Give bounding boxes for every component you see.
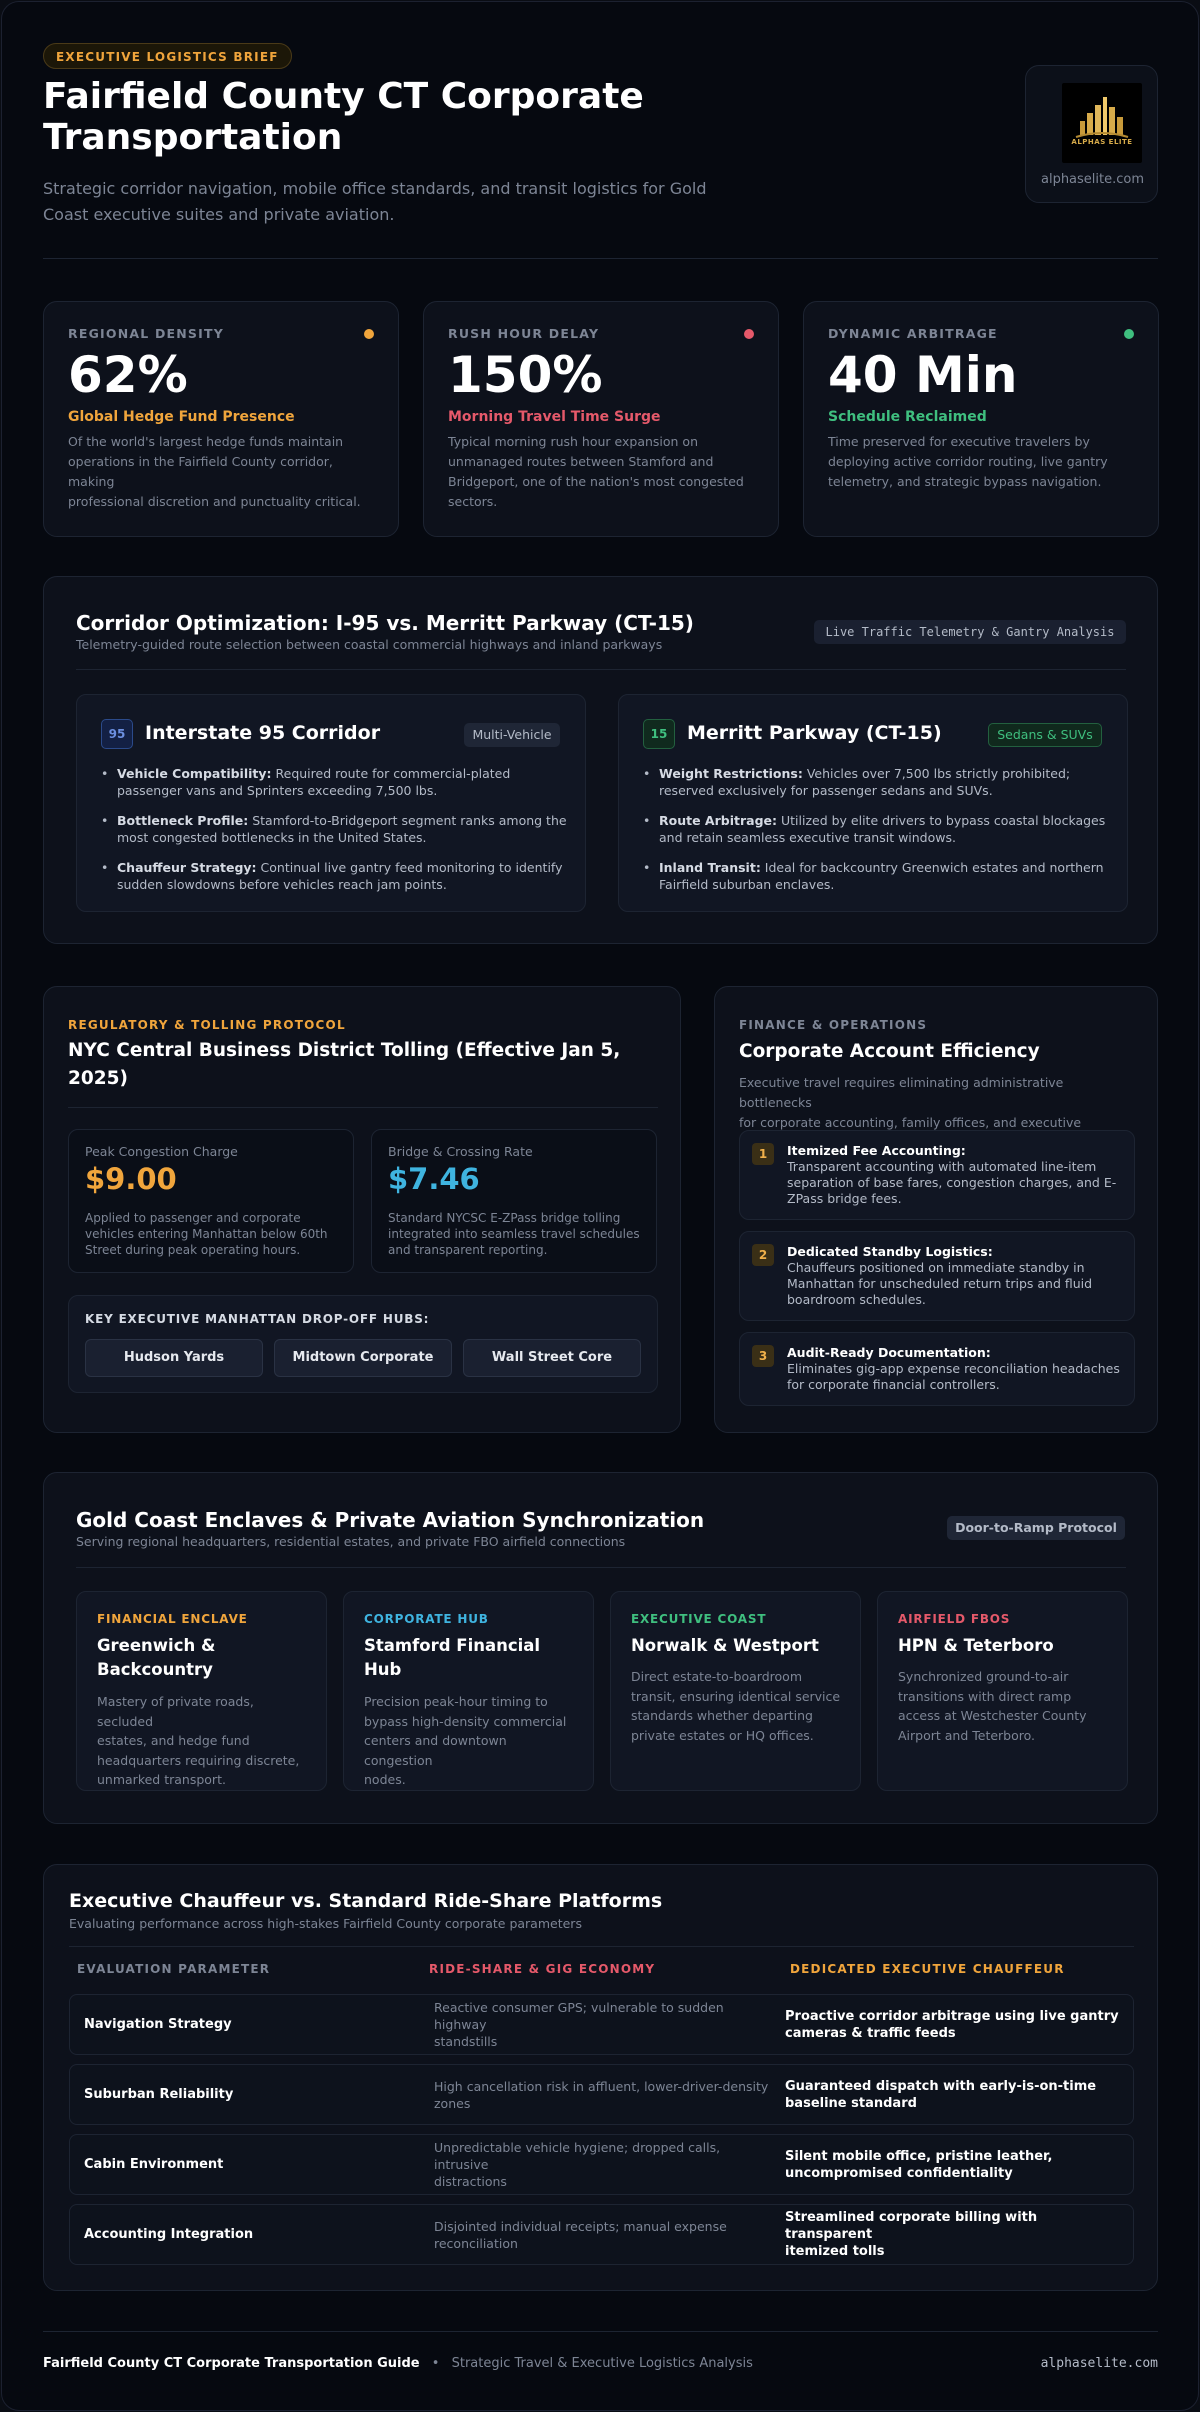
section-title: Executive Chauffeur vs. Standard Ride-Share Platforms: [69, 1890, 663, 1912]
step-line: for corporate financial controllers.: [787, 1377, 1000, 1392]
enclave-title-line: Hub: [364, 1660, 402, 1679]
enclave-description: [898, 1667, 1113, 1745]
section-intro-line: Executive travel requires eliminating administrative bottlenecks: [739, 1075, 1064, 1110]
page-subtitle: [43, 176, 743, 228]
stat-caption: Global Hedge Fund Presence: [68, 409, 295, 425]
section-kicker: REGULATORY & TOLLING PROTOCOL: [68, 1018, 346, 1032]
charge-description: [85, 1210, 345, 1258]
footer-subtitle: Strategic Travel & Executive Logistics Analysis: [451, 2356, 753, 2371]
charge-description-line: Street during peak operating hours.: [85, 1243, 301, 1257]
section-title: [68, 1037, 658, 1093]
charge-value: $9.00: [85, 1162, 177, 1196]
header-badge: [43, 43, 292, 69]
enclave-card-hpn-teterboro: [877, 1591, 1128, 1791]
enclave-title: [364, 1634, 579, 1682]
enclave-description-line: bypass high-density commercial: [364, 1713, 567, 1729]
charge-description-line: vehicles entering Manhattan below 60th: [85, 1227, 328, 1241]
status-dot: [364, 329, 374, 339]
cell-line: Silent mobile office, pristine leather,: [785, 2148, 1053, 2164]
section-title: Gold Coast Enclaves & Private Aviation Synchronization: [76, 1508, 705, 1532]
section-divider: [76, 669, 1126, 670]
vehicle-tag: [988, 723, 1102, 747]
stat-description-line: Bridgeport, one of the nation's most congested: [448, 474, 744, 489]
page-subtitle-line1: Strategic corridor navigation, mobile office standards, and transit logistics for Gold: [43, 179, 707, 198]
step-line: Transparent accounting with automated line-item: [787, 1159, 1097, 1174]
step-line: Chauffeurs positioned on immediate standby in: [787, 1260, 1085, 1275]
stat-description: [68, 432, 383, 512]
section-title-line: 2025): [68, 1068, 128, 1089]
list-item: • Weight Restrictions: Vehicles over 7,500 lbs strictly prohibited; reserved exclusively for passenger sedans and SUVs.: [643, 765, 1113, 799]
hub-label: Hudson Yards: [123, 1350, 225, 1365]
enclave-description-line: estates, and hedge fund: [97, 1733, 250, 1748]
section-intro-line: for corporate accounting, family offices, and executive: [739, 1115, 1082, 1130]
stat-label: REGIONAL DENSITY: [68, 326, 224, 341]
section-divider: [69, 1946, 1134, 1947]
cell-line: zones: [434, 2095, 471, 2111]
skyline-logo-icon: [1062, 83, 1142, 163]
enclave-description-line: access at Westchester County: [898, 1708, 1087, 1723]
step-line: Manhattan for unscheduled return trips and fluid: [787, 1276, 1093, 1291]
section-kicker: FINANCE & OPERATIONS: [739, 1018, 928, 1032]
cell-line: reconciliation: [434, 2235, 518, 2251]
step-title: Itemized Fee Accounting:: [787, 1143, 966, 1158]
page-title-line1: Fairfield County CT Corporate: [43, 76, 644, 117]
stat-card-rush-hour-delay: [423, 301, 779, 537]
bridge-rate-card: [371, 1129, 657, 1273]
enclave-description-line: centers and downtown congestion: [364, 1733, 507, 1768]
peak-charge-card: [68, 1129, 354, 1273]
stat-description-line: Time preserved for executive travelers by: [828, 434, 1090, 449]
cell-line: distractions: [434, 2174, 507, 2189]
cell-line: itemized tolls: [785, 2244, 885, 2259]
footer-title: Fairfield County CT Corporate Transportation Guide: [43, 2356, 420, 2371]
step-body: [787, 1143, 1127, 1207]
route-shield-number: 95: [108, 727, 126, 741]
enclave-description-line: Synchronized ground-to-air: [898, 1669, 1069, 1684]
column-header-chauffeur: DEDICATED EXECUTIVE CHAUFFEUR: [790, 1962, 1065, 1976]
stat-description-line: Of the world's largest hedge funds maintain: [68, 434, 344, 449]
row-chauffeur: [785, 1995, 1125, 2054]
cell-line: Proactive corridor arbitrage using live gantry: [785, 2008, 1119, 2024]
section-title-line: NYC Central Business District Tolling (Effective Jan 5,: [68, 1040, 621, 1061]
cell-line: Streamlined corporate billing with transparent: [785, 2210, 1038, 2242]
hub-hudson-yards[interactable]: [85, 1339, 263, 1377]
enclave-title: [97, 1634, 312, 1682]
charge-description-line: integrated into seamless travel schedules: [388, 1227, 640, 1241]
step-itemized-fee: [739, 1130, 1135, 1220]
vehicle-tag-text: Multi-Vehicle: [472, 727, 552, 742]
list-item: • Inland Transit: Ideal for backcountry Greenwich estates and northern Fairfield suburban enclaves.: [643, 859, 1113, 893]
stat-description-line: operations in the Fairfield County corridor, making: [68, 454, 333, 489]
step-title: Audit-Ready Documentation:: [787, 1345, 991, 1360]
row-parameter: Accounting Integration: [84, 2227, 254, 2242]
gold-coast-section: [43, 1472, 1158, 1824]
stat-value: 40 Min: [828, 346, 1018, 404]
table-row: [69, 2064, 1134, 2125]
logo-image: [1062, 83, 1142, 163]
telemetry-tag: [814, 620, 1126, 644]
logo-text: ALPHAS ELITE: [1071, 138, 1133, 146]
charge-description-line: and transparent reporting.: [388, 1243, 548, 1257]
finance-section: [714, 986, 1158, 1433]
list-item: • Bottleneck Profile: Stamford-to-Bridgeport segment ranks among the most congested bottlenecks in the United States.: [101, 812, 571, 846]
section-subtitle: Serving regional headquarters, residential estates, and private FBO airfield connections: [76, 1534, 626, 1549]
list-item: • Chauffeur Strategy: Continual live gantry feed monitoring to identify sudden slowdowns before vehicles reach jam points.: [101, 859, 571, 893]
header-divider: [43, 258, 1158, 259]
table-row: [69, 2134, 1134, 2195]
page-title: [43, 76, 743, 158]
step-number: 3: [752, 1345, 774, 1367]
logo-domain: alphaselite.com: [1040, 172, 1145, 187]
step-title: Dedicated Standby Logistics:: [787, 1244, 993, 1259]
footer-divider: [43, 2331, 1158, 2332]
enclave-description-line: private estates or HQ offices.: [631, 1727, 814, 1743]
charge-description-line: Standard NYCSC E-ZPass bridge tolling: [388, 1211, 621, 1225]
enclave-kicker: AIRFIELD FBOS: [898, 1612, 1011, 1626]
telemetry-tag-text: Live Traffic Telemetry & Gantry Analysis: [825, 625, 1115, 639]
vehicle-tag: [464, 723, 560, 747]
enclave-card-greenwich: [76, 1591, 327, 1791]
header-badge-text: EXECUTIVE LOGISTICS BRIEF: [56, 50, 279, 64]
column-header-parameter: EVALUATION PARAMETER: [77, 1962, 271, 1976]
step-number: 1: [752, 1143, 774, 1165]
step-line: boardroom schedules.: [787, 1292, 926, 1307]
row-chauffeur: [785, 2135, 1125, 2194]
merritt-parkway-card: [618, 694, 1128, 912]
row-chauffeur: [785, 2065, 1125, 2124]
enclave-description-line: unmarked transport.: [97, 1772, 226, 1787]
footer-domain-link[interactable]: alphaselite.com: [1040, 2356, 1158, 2371]
route-shield-15: [643, 719, 675, 749]
row-parameter: Cabin Environment: [84, 2157, 224, 2172]
stat-description-line: sectors.: [448, 494, 498, 509]
hub-wall-street-core[interactable]: [463, 1339, 641, 1377]
logo-card[interactable]: [1025, 65, 1158, 203]
stat-value: 150%: [448, 346, 603, 404]
stat-description: [828, 432, 1143, 492]
page-frame: [1, 1, 1199, 2411]
page-subtitle-line2: Coast executive suites and private aviation.: [43, 205, 395, 224]
row-rideshare: [434, 2065, 774, 2124]
hubs-label: KEY EXECUTIVE MANHATTAN DROP-OFF HUBS:: [85, 1312, 430, 1326]
enclave-title-line: Stamford Financial: [364, 1636, 541, 1655]
row-rideshare: [434, 1995, 774, 2054]
row-rideshare: [434, 2135, 774, 2194]
section-divider: [68, 1107, 658, 1108]
stat-description-line: unmanaged routes between Stamford and: [448, 454, 714, 469]
stat-description-line: Typical morning rush hour expansion on: [448, 434, 698, 449]
enclave-description-line: Direct estate-to-boardroom: [631, 1669, 802, 1684]
step-line: ZPass bridge fees.: [787, 1191, 902, 1206]
table-row: [69, 2204, 1134, 2265]
i95-bullet-list: [101, 765, 571, 906]
list-item: • Route Arbitrage: Utilized by elite drivers to bypass coastal blockages and retain seamless executive transit windows.: [643, 812, 1113, 846]
stat-description: [448, 432, 763, 512]
section-title: Corridor Optimization: I-95 vs. Merritt Parkway (CT-15): [76, 611, 694, 635]
stat-card-dynamic-arbitrage: [803, 301, 1159, 537]
charge-label: Bridge & Crossing Rate: [388, 1144, 533, 1159]
protocol-tag-text: Door-to-Ramp Protocol: [955, 1520, 1117, 1535]
enclave-description-line: transit, ensuring identical service: [631, 1688, 841, 1704]
stat-description-line: professional discretion and punctuality critical.: [68, 494, 361, 509]
charge-description-line: Applied to passenger and corporate: [85, 1211, 301, 1225]
list-item: • Vehicle Compatibility: Required route for commercial-plated passenger vans and Sprinters exceeding 7,500 lbs.: [101, 765, 571, 799]
column-header-rideshare: RIDE-SHARE & GIG ECONOMY: [429, 1962, 656, 1976]
enclave-title-line: Backcountry: [97, 1660, 213, 1679]
status-dot: [1124, 329, 1134, 339]
hub-midtown-corporate[interactable]: [274, 1339, 452, 1377]
stat-card-regional-density: [43, 301, 399, 537]
step-body: [787, 1244, 1127, 1308]
enclave-description: [97, 1692, 312, 1790]
vehicle-tag-text: Sedans & SUVs: [997, 727, 1093, 742]
enclave-kicker: EXECUTIVE COAST: [631, 1612, 767, 1626]
hub-label: Midtown Corporate: [292, 1350, 434, 1365]
enclave-title: [631, 1634, 846, 1658]
route-title: Merritt Parkway (CT-15): [687, 722, 942, 744]
enclave-card-norwalk: [610, 1591, 861, 1791]
section-subtitle: Telemetry-guided route selection between coastal commercial highways and inland parkways: [76, 637, 663, 652]
row-chauffeur: [785, 2205, 1125, 2264]
enclave-description: [631, 1667, 846, 1745]
section-divider: [76, 1567, 1126, 1568]
enclave-description-line: nodes.: [364, 1772, 406, 1787]
enclave-card-stamford: [343, 1591, 594, 1791]
route-shield-number: 15: [650, 727, 668, 741]
cell-line: Guaranteed dispatch with early-is-on-time: [785, 2078, 1097, 2094]
enclave-title: [898, 1634, 1113, 1658]
table-row: [69, 1994, 1134, 2055]
charge-label: Peak Congestion Charge: [85, 1144, 238, 1159]
enclave-kicker: CORPORATE HUB: [364, 1612, 489, 1626]
stat-description-line: telemetry, and strategic bypass navigation.: [828, 474, 1102, 489]
section-title: Corporate Account Efficiency: [739, 1041, 1040, 1062]
enclave-description-line: headquarters requiring discrete,: [97, 1752, 300, 1768]
stat-caption: Morning Travel Time Surge: [448, 409, 661, 425]
stat-label: RUSH HOUR DELAY: [448, 326, 600, 341]
step-number: 2: [752, 1244, 774, 1266]
status-dot: [744, 329, 754, 339]
page-title-line2: Transportation: [43, 117, 343, 158]
route-shield-95: [101, 719, 133, 749]
footer-separator: •: [431, 2356, 440, 2371]
section-subtitle: Evaluating performance across high-stakes Fairfield County corporate parameters: [69, 1916, 582, 1931]
enclave-kicker: FINANCIAL ENCLAVE: [97, 1612, 248, 1626]
cell-line: cameras & traffic feeds: [785, 2025, 956, 2041]
cell-line: Reactive consumer GPS; vulnerable to sudden highway: [434, 2000, 724, 2032]
i95-corridor-card: [76, 694, 586, 912]
charge-description: [388, 1210, 648, 1258]
enclave-title-line: Greenwich &: [97, 1636, 216, 1655]
step-dedicated-standby: [739, 1231, 1135, 1321]
step-line: Eliminates gig-app expense reconciliation headaches: [787, 1361, 1120, 1376]
enclave-description-line: Precision peak-hour timing to: [364, 1694, 548, 1709]
cell-line: Unpredictable vehicle hygiene; dropped calls, intrusive: [434, 2140, 721, 2172]
enclave-description-line: standards whether departing: [631, 1708, 813, 1723]
cell-line: High cancellation risk in affluent, lower-driver-density: [434, 2078, 769, 2094]
enclave-description-line: Airport and Teterboro.: [898, 1727, 1036, 1743]
cell-line: uncompromised confidentiality: [785, 2165, 1013, 2181]
enclave-title-line: Norwalk & Westport: [631, 1636, 819, 1655]
step-line: separation of base fares, congestion charges, and E-: [787, 1175, 1117, 1190]
row-parameter: Suburban Reliability: [84, 2087, 234, 2102]
enclave-description: [364, 1692, 579, 1790]
tolling-section: [43, 986, 681, 1433]
row-rideshare: [434, 2205, 774, 2264]
dropoff-hubs-panel: [68, 1295, 658, 1393]
protocol-tag: [947, 1516, 1125, 1540]
stat-caption: Schedule Reclaimed: [828, 409, 987, 425]
enclave-description-line: Mastery of private roads, secluded: [97, 1694, 254, 1729]
row-parameter: Navigation Strategy: [84, 2017, 232, 2032]
enclave-title-line: HPN & Teterboro: [898, 1636, 1054, 1655]
cell-line: standstills: [434, 2034, 498, 2049]
footer: [43, 2356, 1158, 2376]
enclave-description-line: transitions with direct ramp: [898, 1688, 1072, 1704]
merritt-bullet-list: [643, 765, 1113, 906]
step-body: [787, 1345, 1127, 1393]
charge-value: $7.46: [388, 1162, 480, 1196]
stat-label: DYNAMIC ARBITRAGE: [828, 326, 998, 341]
route-title: Interstate 95 Corridor: [145, 722, 381, 744]
hub-label: Wall Street Core: [491, 1350, 613, 1365]
corridor-section: [43, 576, 1158, 944]
cell-line: baseline standard: [785, 2095, 917, 2111]
stat-value: 62%: [68, 346, 188, 404]
stat-description-line: deploying active corridor routing, live gantry: [828, 454, 1108, 469]
cell-line: Disjointed individual receipts; manual expense: [434, 2218, 727, 2234]
step-audit-ready: [739, 1332, 1135, 1406]
